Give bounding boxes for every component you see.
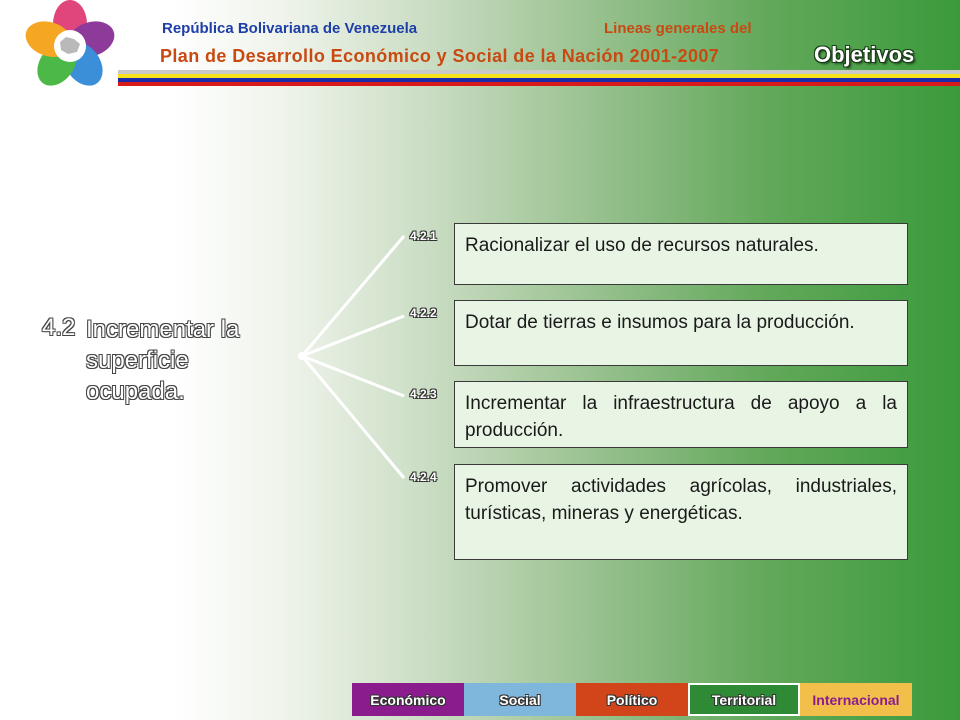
sub-objective-box-4: Promover actividades agrícolas, industriales, turísticas, mineras y energéticas. xyxy=(454,464,908,560)
section-title: Objetivos xyxy=(814,42,915,67)
sub-objective-box-2: Dotar de tierras e insumos para la producción. xyxy=(454,300,908,366)
sub-objective-box-1: Racionalizar el uso de recursos naturales. xyxy=(454,223,908,285)
tab-territorial[interactable]: Territorial xyxy=(688,683,800,716)
objective-number: 4.2 xyxy=(42,314,76,341)
sub-objective-code-2: 4.2.2 xyxy=(410,306,437,320)
bottom-navigation xyxy=(352,683,912,716)
plan-title: Plan de Desarrollo Económico y Social de la Nación 2001-2007 xyxy=(160,46,720,66)
sub-objective-code-1: 4.2.1 xyxy=(410,229,437,243)
tab-economico[interactable]: Económico xyxy=(352,683,464,716)
government-label: República Bolivariana de Venezuela xyxy=(162,20,418,37)
tab-internacional[interactable]: Internacional xyxy=(800,683,912,716)
plan-lines-label: Lineas generales del xyxy=(604,20,752,37)
objective-title: Incrementar la superficie ocupada. xyxy=(86,316,240,405)
tab-politico[interactable]: Político xyxy=(576,683,688,716)
connector-line-1 xyxy=(302,236,404,356)
sub-objective-code-3: 4.2.3 xyxy=(410,387,437,401)
tab-social[interactable]: Social xyxy=(464,683,576,716)
sub-objective-box-3: Incrementar la infraestructura de apoyo a la producción. xyxy=(454,381,908,448)
sub-objective-code-4: 4.2.4 xyxy=(410,470,437,484)
connector-line-4 xyxy=(302,356,404,478)
connector-hub xyxy=(298,352,306,360)
